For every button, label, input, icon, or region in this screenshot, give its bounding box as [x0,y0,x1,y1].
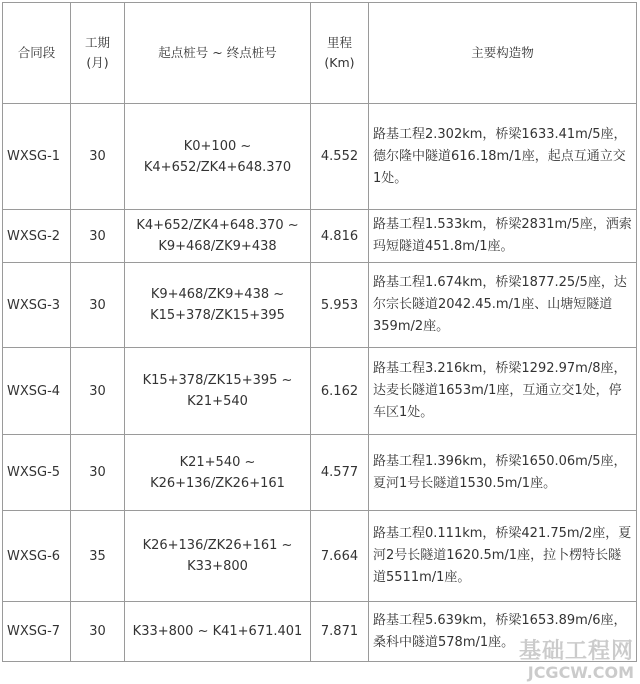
cell-segment: WXSG-5 [3,435,71,511]
table-row [3,104,637,210]
cell-length: 4.552 [311,104,369,210]
cell-segment: WXSG-4 [3,348,71,435]
cell-period: 30 [71,602,125,662]
station-start: K0+100 ~ [183,138,252,154]
cell-segment: WXSG-7 [3,602,71,662]
cell-structures: 路基工程3.216km，桥梁1292.97m/8座，达麦长隧道1653m/1座，互通立交1处，停车区1处。 [369,348,637,435]
table-row [3,263,637,348]
cell-period: 30 [71,348,125,435]
cell-length: 5.953 [311,263,369,348]
table-row [3,348,637,435]
table-header-row [3,3,637,104]
watermark-url: JCGCW.COM [527,663,634,682]
cell-length: 7.664 [311,511,369,602]
cell-length: 4.816 [311,210,369,263]
cell-period: 30 [71,104,125,210]
station-end: K15+378/ZK15+395 [150,308,285,323]
station-end: K33+800 [187,559,248,574]
table-row [3,435,637,511]
station-start: K4+652/ZK4+648.370 ~ [136,218,299,233]
cell-structures: 路基工程1.533km，桥梁2831m/5座，洒索玛短隧道451.8m/1座。 [369,210,637,263]
cell-period: 30 [71,263,125,348]
cell-length: 7.871 [311,602,369,662]
station-start: K9+468/ZK9+438 ~ [150,287,285,302]
table-row [3,210,637,263]
cell-length: 6.162 [311,348,369,435]
table-row [3,511,637,602]
station-end: K4+652/ZK4+648.370 [143,159,292,175]
header-period-label: 工期 [84,35,110,50]
station-start: K15+378/ZK15+395 ~ [142,373,293,388]
station-end: K9+468/ZK9+438 [158,239,277,254]
header-period-unit: (月) [86,55,109,70]
header-length [311,3,369,104]
cell-period: 35 [71,511,125,602]
cell-length: 4.577 [311,435,369,511]
station-start: K21+540 ~ [179,454,256,470]
cell-station [125,511,311,602]
header-segment: 合同段 [3,3,71,104]
cell-station [125,348,311,435]
cell-structures: 路基工程1.396km，桥梁1650.06m/5座，夏河1号长隧道1530.5m/1座。 [369,435,637,511]
station-start: K33+800 ~ K41+671.401 [132,624,303,639]
cell-segment: WXSG-1 [3,104,71,210]
cell-station [125,435,311,511]
contract-section-table [2,2,637,662]
cell-period: 30 [71,435,125,511]
header-period [71,3,125,104]
cell-period: 30 [71,210,125,263]
header-length-unit: (Km) [324,55,355,70]
cell-structures: 路基工程5.639km，桥梁1653.89m/6座，桑科中隧道578m/1座。 [369,602,637,662]
cell-structures: 路基工程1.674km，桥梁1877.25/5座，达尔宗长隧道2042.45.m/1座、山塘短隧道359m/2座。 [369,263,637,348]
cell-segment: WXSG-3 [3,263,71,348]
cell-segment: WXSG-6 [3,511,71,602]
cell-structures: 路基工程2.302km，桥梁1633.41m/5座，德尔隆中隧道616.18m/1座，起点互通立交1处。 [369,104,637,210]
header-station: 起点桩号 ~ 终点桩号 [125,3,311,104]
cell-station [125,602,311,662]
station-start: K26+136/ZK26+161 ~ [142,538,293,553]
cell-structures: 路基工程0.111km，桥梁421.75m/2座，夏河2号长隧道1620.5m/1座，拉卜楞特长隧道5511m/1座。 [369,511,637,602]
table-row [3,602,637,662]
cell-segment: WXSG-2 [3,210,71,263]
watermark-site-name: 基础工程网 [518,639,634,664]
header-length-label: 里程 [326,35,352,50]
cell-station [125,104,311,210]
station-end: K21+540 [187,394,248,409]
cell-station [125,210,311,263]
cell-station [125,263,311,348]
header-structures: 主要构造物 [369,3,637,104]
station-end: K26+136/ZK26+161 [150,475,285,491]
